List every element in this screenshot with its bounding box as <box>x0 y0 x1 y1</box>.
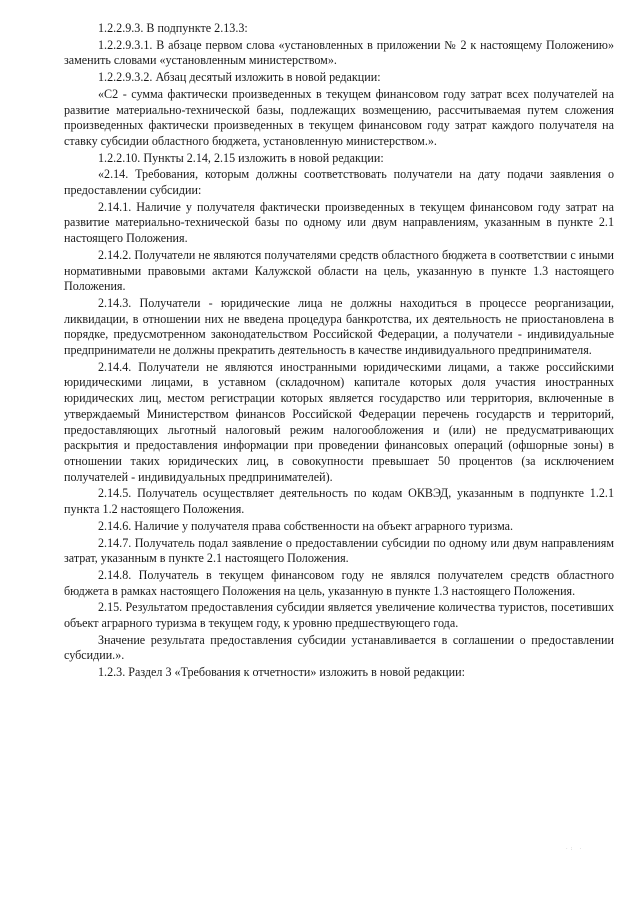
paragraph: 2.14.4. Получатели не являются иностранными юридическими лицами, а также российскими юридическими лицами, в уставном (складочном) капитале которых доля участия иностранных юридических лиц, местом регистрации которых является государство или территория, включенные в утверждаемый Министерством финансов Российской Федерации перечень государств и территорий, предоставляющих льготный налоговый режим налогообложения и (или) не предусматривающих раскрытия и предоставления информации при проведении финансовых операций (офшорные зоны) в отношении таких юридических лиц, в совокупности превышает 50 процентов (за исключением получателей - индивидуальных предпринимателей). <box>64 359 614 484</box>
paragraph: 2.14.7. Получатель подал заявление о предоставлении субсидии по одному или двум направлениям затрат, указанным в пункте 2.1 настоящего Положения. <box>64 535 614 566</box>
paragraph: 1.2.2.9.3. В подпункте 2.13.3: <box>98 21 248 35</box>
paragraph: 1.2.2.9.3.2. Абзац десятый изложить в новой редакции: <box>98 70 381 85</box>
paragraph: 1.2.3. Раздел 3 «Требования к отчетности» изложить в новой редакции: <box>98 665 465 680</box>
paragraph: 2.15. Результатом предоставления субсидии является увеличение количества туристов, посетивших объект аграрного туризма в текущем году, к уровню предшествующего года. <box>64 600 614 631</box>
paragraph: «2.14. Требования, которым должны соответствовать получатели на дату подачи заявления о предоставлении субсидии: <box>64 167 614 198</box>
paragraph: 2.14.8. Получатель в текущем финансовом году не являлся получателем средств областного бюджета в рамках настоящего Положения на цель, указанную в пункте 1.3 настоящего Положения. <box>64 567 614 598</box>
paragraph: 2.14.1. Наличие у получателя фактически произведенных в текущем финансовом году затрат на развитие материально-технической базы по одному или двум направлениям, указанным в пункте 2.1 настоящего Положения. <box>64 199 614 246</box>
paragraph: 1.2.2.9.3.1. В абзаце первом слова «установленных в приложении № 2 к настоящему Положению» заменить словами «установленным министерством». <box>64 37 614 68</box>
paragraph: «С2 - сумма фактически произведенных в текущем финансовом году затрат всех получателей на развитие материально-технической базы, подлежащих возмещению, рассчитываемая путем сложения произведенных фактически произведенных в текущем финансовом году затрат каждого получателя на ставку субсидии областного бюджета, установленную министерством.». <box>64 86 614 148</box>
paragraph: 2.14.2. Получатели не являются получателями средств областного бюджета в соответствии с иными нормативными правовыми актами Калужской области на цель, указанную в пункте 1.3 настоящего Положения. <box>64 247 614 294</box>
paragraph: 2.14.5. Получатель осуществляет деятельность по кодам ОКВЭД, указанным в подпункте 1.2.1 пункта 1.2 настоящего Положения. <box>64 486 614 517</box>
document-body <box>64 21 614 682</box>
paragraph: 1.2.2.10. Пункты 2.14, 2.15 изложить в новой редакции: <box>98 150 384 165</box>
paragraph: 2.14.6. Наличие у получателя права собственности на объект аграрного туризма. <box>98 518 514 533</box>
paragraph: Значение результата предоставления субсидии устанавливается в соглашении о предоставлении субсидии.». <box>64 632 614 663</box>
scan-artifact: ·: · <box>566 846 585 852</box>
paragraph: 2.14.3. Получатели - юридические лица не должны находиться в процессе реорганизации, ликвидации, в отношении них не введена процедура банкротства, их деятельность не приостановлена в порядке, предусмотренном законодательством Российской Федерации, а получатели - индивидуальные предприниматели не должны прекратить деятельность в качестве индивидуального предпринимателя. <box>64 295 614 358</box>
